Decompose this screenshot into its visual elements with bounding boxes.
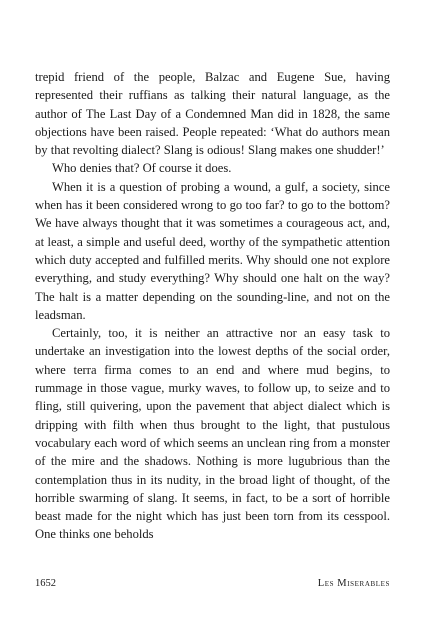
page-number: 1652 [35,578,56,589]
paragraph: Who denies that? Of course it does. [52,161,232,176]
running-head: Les Miserables [317,578,390,589]
paragraph-continuation: trepid friend of the people, Balzac and Eugene Sue, having represented their ruffians as talking their natural language, as the author of The Last Day of a Condemned Man did in 1828, the same objections have been raised. People repeated: ‘What do authors mean by that revolting dialect? Slang is odious! Slang makes one shudder!’ [35,70,390,158]
paragraph: Certainly, too, it is neither an attractive nor an easy task to undertake an investigation into the lowest depths of the social order, where terra firma comes to an end and where mud begins, to rummage in those vague, murky waves, to follow up, to seize and to fling, still quivering, upon the pavement that abject dialect which is dripping with filth when thus brought to the light, that pustulous vocabulary each word of which seems an unclean ring from a monster of the mire and the shadows. Nothing is more lugubrious than the contemplation thus in its nudity, in the broad light of thought, of the horrible swarming of slang. It seems, in fact, to be a sort of horrible beast made for the night which has just been torn from its cesspool. One thinks one beholds [35,326,390,542]
body-text [35,68,390,544]
paragraph: When it is a question of probing a wound, a gulf, a society, since when has it been considered wrong to go too far? to go to the bottom? We have always thought that it was sometimes a courageous act, and, at least, a simple and useful deed, worthy of the sympathetic attention which duty accepted and fulfilled merits. Why should one not explore everything, and study everything? Why should one halt on the way? The halt is a matter depending on the sounding-line, and not on the leadsman. [35,179,390,322]
page-footer [35,577,390,591]
